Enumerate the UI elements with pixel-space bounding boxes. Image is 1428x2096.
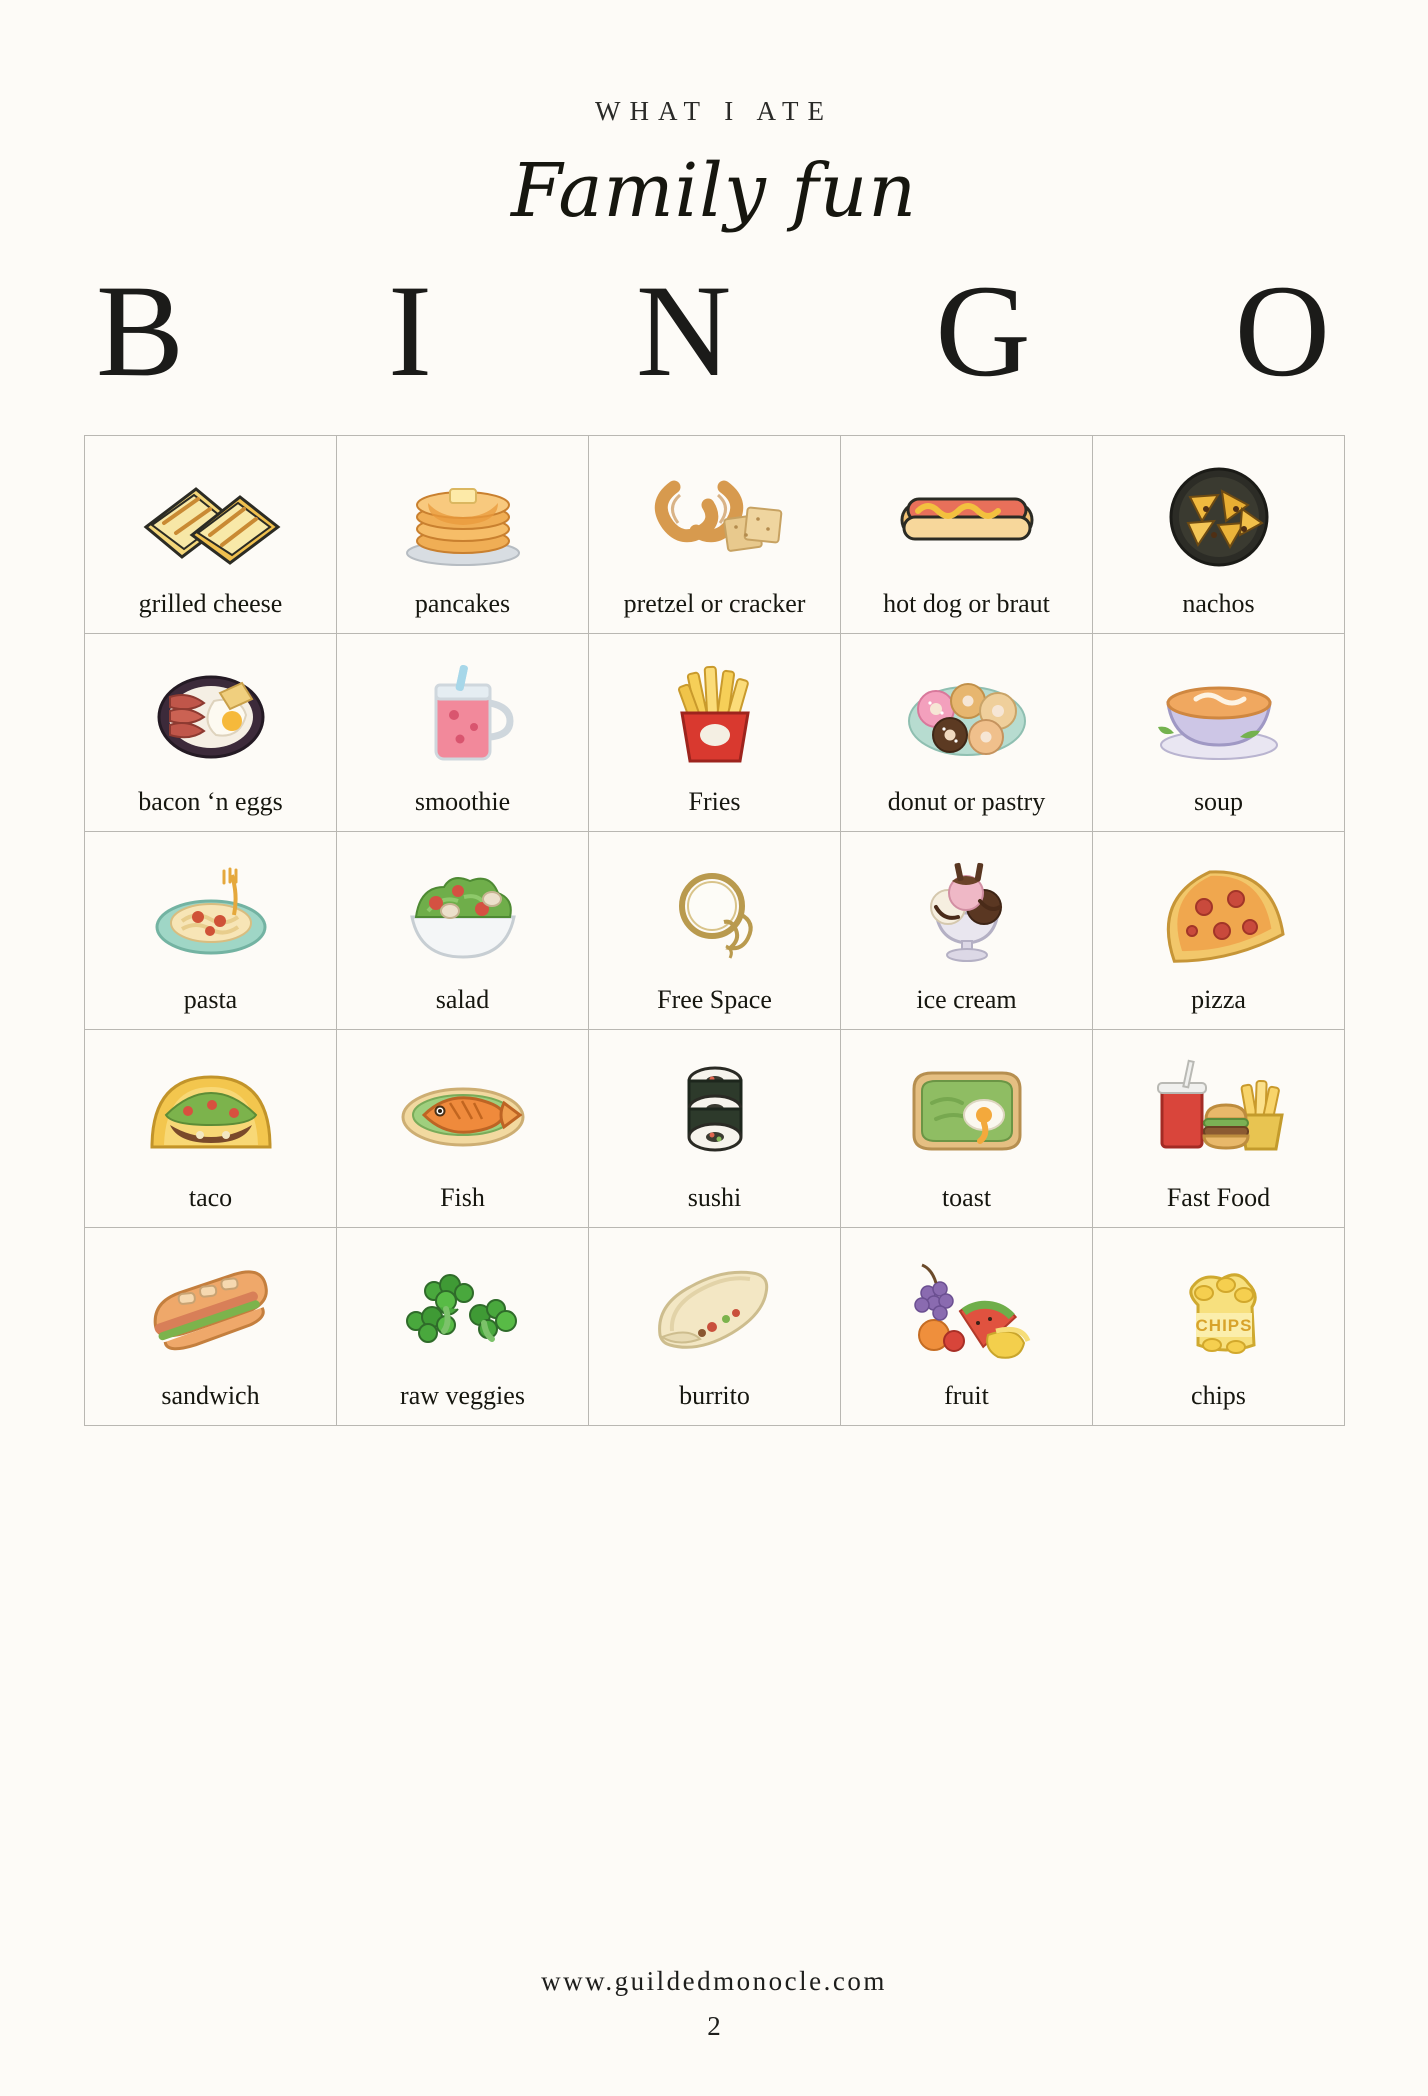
cell-label: Free Space (657, 984, 772, 1014)
bingo-cell[interactable] (337, 1030, 589, 1228)
avocado-toast-icon (847, 1040, 1086, 1183)
pretzel-cracker-icon (595, 446, 834, 589)
bingo-cell[interactable] (85, 832, 337, 1030)
cell-label: pretzel or cracker (623, 588, 806, 618)
ice-cream-icon (847, 842, 1086, 985)
cell-label: toast (941, 1182, 992, 1212)
bingo-grid (84, 435, 1345, 1426)
bingo-cell[interactable] (841, 436, 1093, 634)
bingo-cell[interactable] (841, 832, 1093, 1030)
page-footer (0, 1966, 1428, 2042)
chips-icon (1099, 1238, 1338, 1381)
bacon-eggs-icon (91, 644, 330, 787)
cell-label: Fast Food (1166, 1182, 1271, 1212)
bingo-cell[interactable] (337, 634, 589, 832)
pasta-icon (91, 842, 330, 985)
cell-label: fruit (944, 1380, 989, 1410)
bingo-letter-b: B (96, 256, 187, 404)
bingo-cell[interactable] (1093, 1228, 1345, 1426)
bingo-cell[interactable] (589, 436, 841, 634)
cell-label: Fish (440, 1182, 485, 1212)
fish-icon (343, 1040, 582, 1183)
cell-label: pancakes (414, 588, 511, 618)
grilled-cheese-icon (91, 446, 330, 589)
cell-label: soup (1193, 786, 1244, 816)
page-number: 2 (707, 2011, 721, 2041)
cell-label: sushi (687, 1182, 742, 1212)
cell-label: pasta (183, 984, 238, 1014)
soup-icon (1099, 644, 1338, 787)
bingo-letter-i: I (388, 256, 435, 404)
bingo-cell[interactable] (85, 436, 337, 634)
hot-dog-icon (847, 446, 1086, 589)
fast-food-icon (1099, 1040, 1338, 1183)
bingo-cell[interactable] (841, 1228, 1093, 1426)
sandwich-icon (91, 1238, 330, 1381)
fruit-icon (847, 1238, 1086, 1381)
bingo-letter-n: N (636, 256, 734, 404)
bingo-cell[interactable] (1093, 436, 1345, 634)
cell-label: pizza (1191, 984, 1246, 1014)
donut-pastry-icon (847, 644, 1086, 787)
cell-label: donut or pastry (887, 786, 1046, 816)
bingo-page (0, 96, 1428, 2096)
cell-label: hot dog or braut (883, 588, 1050, 618)
website-url: www.guildedmonocle.com (541, 1966, 887, 1996)
bingo-cell[interactable] (337, 436, 589, 634)
salad-icon (343, 842, 582, 985)
bingo-cell[interactable] (337, 832, 589, 1030)
bingo-cell[interactable] (85, 1030, 337, 1228)
fries-icon (595, 644, 834, 787)
bingo-cell[interactable] (589, 634, 841, 832)
bingo-cell[interactable] (589, 832, 841, 1030)
cell-label: burrito (679, 1380, 750, 1410)
svg-text:CHIPS: CHIPS (1195, 1316, 1252, 1336)
bingo-cell[interactable] (85, 1228, 337, 1426)
taco-icon (91, 1040, 330, 1183)
pizza-icon (1099, 842, 1338, 985)
cell-label: nachos (1182, 588, 1255, 618)
cell-label: salad (435, 984, 490, 1014)
bingo-cell[interactable] (337, 1228, 589, 1426)
bingo-cell[interactable] (841, 634, 1093, 832)
cell-label: ice cream (916, 984, 1017, 1014)
bingo-letters (84, 256, 1344, 404)
cell-label: bacon ‘n eggs (138, 786, 283, 816)
burrito-icon (595, 1238, 834, 1381)
broccoli-icon (343, 1238, 582, 1381)
cell-label: Fries (688, 786, 741, 816)
bingo-cell[interactable] (1093, 832, 1345, 1030)
sushi-icon (595, 1040, 834, 1183)
bingo-letter-g: G (935, 256, 1033, 404)
cell-label: grilled cheese (138, 588, 283, 618)
cell-label: raw veggies (400, 1380, 525, 1410)
bingo-cell[interactable] (589, 1030, 841, 1228)
cell-label: taco (188, 1182, 233, 1212)
bingo-letter-o: O (1234, 256, 1332, 404)
page-title: Family fun (511, 148, 917, 234)
smoothie-icon (343, 644, 582, 787)
cell-label: chips (1191, 1380, 1246, 1410)
monocle-icon (595, 842, 834, 985)
eyebrow-title: WHAT I ATE (595, 96, 833, 126)
pancakes-icon (343, 446, 582, 589)
bingo-cell[interactable] (841, 1030, 1093, 1228)
cell-label: sandwich (161, 1380, 260, 1410)
bingo-cell[interactable] (85, 634, 337, 832)
bingo-cell[interactable] (1093, 634, 1345, 832)
bingo-cell[interactable] (589, 1228, 841, 1426)
cell-label: smoothie (414, 786, 511, 816)
nachos-icon (1099, 446, 1338, 589)
bingo-cell[interactable] (1093, 1030, 1345, 1228)
